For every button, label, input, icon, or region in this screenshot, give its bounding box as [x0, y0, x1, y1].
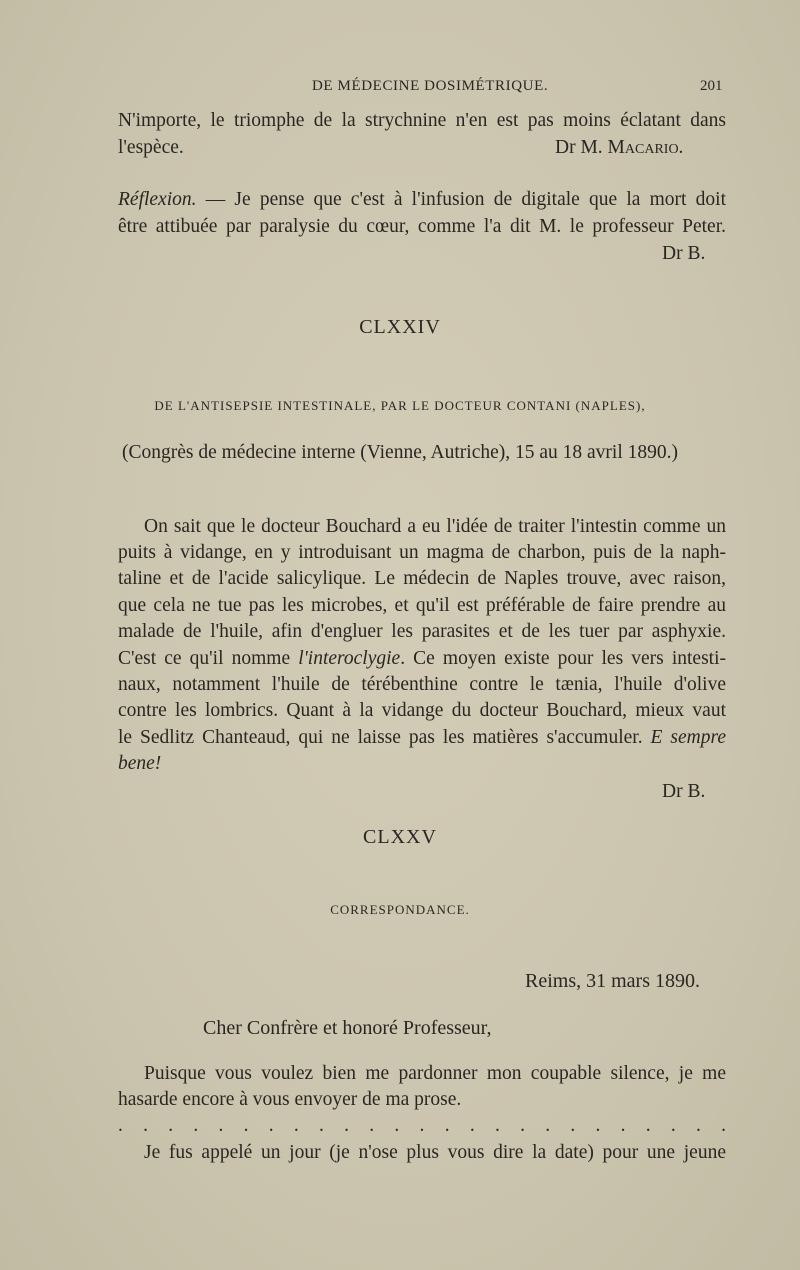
text-segment: . Ce moyen existe pour les vers intesti- [400, 648, 726, 669]
section-numeral: CLXXIV [359, 316, 441, 338]
text-line: l'espèce. [118, 137, 184, 158]
text-line: taline et de l'acide salicylique. Le médecin de Naples trouve, avec raison, [118, 568, 726, 589]
text-line: contre les lombrics. Quant à la vidange du docteur Bouchard, mieux vaut [118, 700, 726, 721]
italic-term: l'interoclygie [298, 648, 401, 669]
section-numeral: CLXXV [363, 826, 437, 848]
text-line: hasarde encore à vous envoyer de ma prose. [118, 1089, 462, 1110]
text-line: On sait que le docteur Bouchard a eu l'idée de traiter l'intestin comme un [144, 516, 726, 537]
text-line: puits à vidange, en y introduisant un magma de charbon, puis de la naph- [118, 542, 726, 563]
text-segment: le Sedlitz Chanteaud, qui ne laisse pas les matières s'accumuler. [118, 727, 651, 748]
signature-name: M. Macario. [580, 137, 684, 158]
text-line: être attibuée par paralysie du cœur, comme l'a dit M. le professeur Peter. [118, 216, 726, 237]
text-line [118, 725, 726, 751]
reflexion-text: — Je pense que c'est à l'infusion de digitale que la mort doit [196, 189, 726, 210]
dateline: Reims, 31 mars 1890. [525, 970, 700, 992]
text-line: que cela ne tue pas les microbes, et qu'il est préférable de faire prendre au [118, 595, 726, 616]
text-line: Puisque vous voulez bien me pardonner mon coupable silence, je me [144, 1063, 726, 1084]
running-title: DE MÉDECINE DOSIMÉTRIQUE. [312, 78, 549, 94]
text-line: naux, notamment l'huile de térébenthine contre le tænia, l'huile d'olive [118, 674, 726, 695]
italic-phrase: E sempre [650, 727, 726, 748]
salutation: Cher Confrère et honoré Professeur, [203, 1017, 492, 1039]
section-subtitle: CORRESPONDANCE. [330, 902, 470, 917]
text-line: malade de l'huile, afin d'engluer les parasites et de les tuer par asphyxie. [118, 621, 726, 642]
section-subtitle: DE L'ANTISEPSIE INTESTINALE, PAR LE DOCTEUR CONTANI (NAPLES), [154, 398, 646, 413]
text-line: Je fus appelé un jour (je n'ose plus vous dire la date) pour une jeune [144, 1142, 726, 1163]
italic-phrase: bene! [118, 753, 162, 774]
signature-prefix: Dr [555, 137, 576, 158]
text-line [118, 751, 726, 777]
text-line [118, 187, 726, 213]
signature: Dr B. [662, 243, 706, 264]
congress-reference: (Congrès de médecine interne (Vienne, Autriche), 15 au 18 avril 1890.) [121, 442, 679, 463]
text-segment: C'est ce qu'il nomme [118, 648, 299, 669]
ellipsis-line: . . . . . . . . . . . . . . . . . . . . . . . . . [118, 1115, 726, 1136]
page-number: 201 [700, 78, 723, 94]
text-line [118, 646, 726, 672]
signature: Dr B. [662, 781, 706, 802]
reflexion-label: Réflexion. [118, 189, 197, 210]
text-line: N'importe, le triomphe de la strychnine n'en est pas moins éclatant dans [118, 110, 726, 131]
signature [555, 135, 683, 161]
